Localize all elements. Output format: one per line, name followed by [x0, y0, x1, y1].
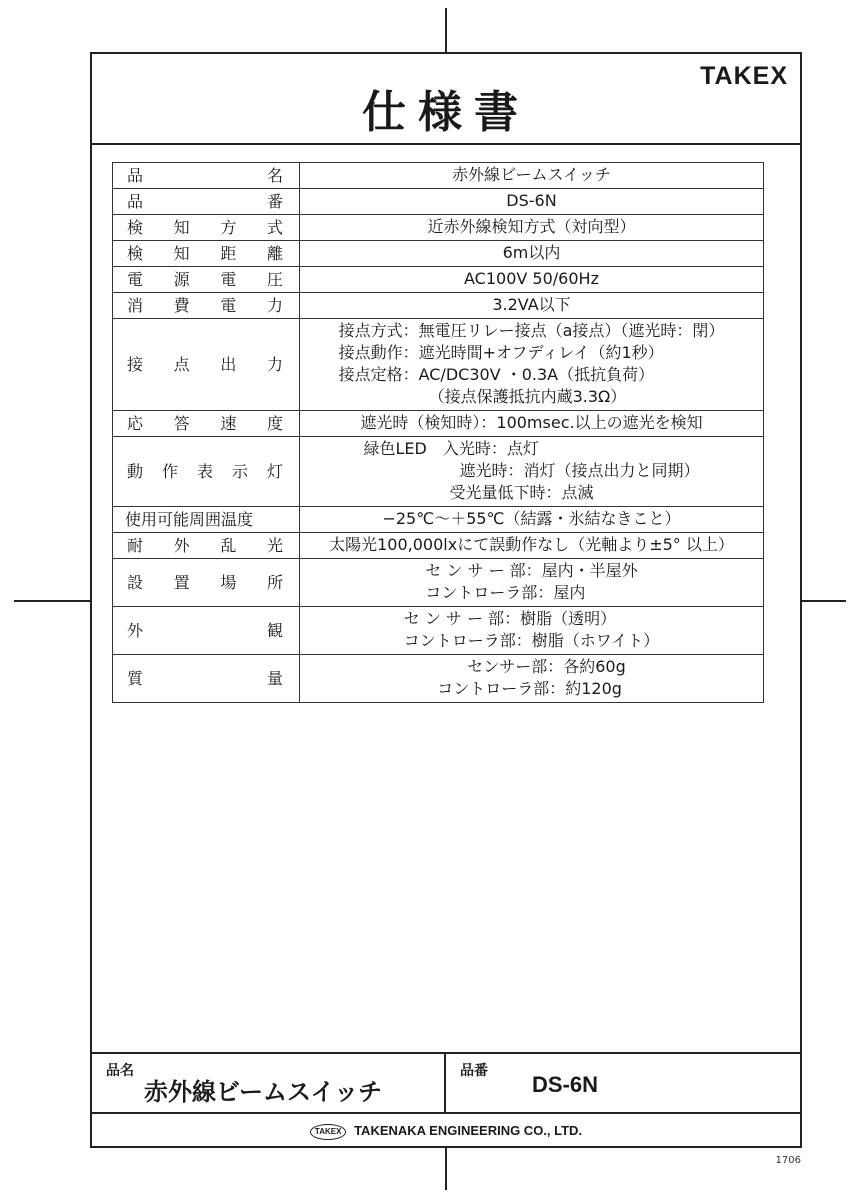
- company-line: [92, 1112, 800, 1148]
- product-number-value: DS-6N: [532, 1072, 599, 1097]
- product-name-label: 品名: [106, 1063, 134, 1079]
- spec-value-line: セ ン サ ー 部：屋内・半屋外: [425, 561, 638, 580]
- spec-label-char: 品: [127, 165, 144, 185]
- spec-value-cell: [300, 655, 764, 703]
- spec-value-line: コントローラ部：屋内: [425, 583, 586, 602]
- spec-row: [113, 607, 764, 655]
- spec-label-char: 品: [127, 191, 144, 211]
- spec-label-char: 距: [220, 243, 237, 263]
- spec-value-cell: [300, 559, 764, 607]
- spec-label-cell: [113, 163, 300, 189]
- spec-value-cell: [300, 293, 764, 319]
- spec-label-char: 方: [220, 217, 237, 237]
- spec-label-char: 応: [127, 413, 144, 433]
- spec-value-cell: [300, 319, 764, 411]
- spec-label-char: 外: [127, 620, 144, 640]
- spec-value-line: AC100V 50/60Hz: [464, 269, 599, 288]
- spec-label-char: 電: [220, 295, 237, 315]
- spec-label-cell: [113, 189, 300, 215]
- spec-label-char: 接: [127, 354, 144, 374]
- brand-logo: TAKEX: [700, 62, 788, 90]
- sheet-header: [92, 54, 800, 145]
- spec-value-line: 3.2VA以下: [492, 295, 571, 314]
- spec-label-char: 源: [173, 269, 190, 289]
- spec-label-char: 動: [127, 461, 144, 481]
- spec-label-char: 知: [173, 217, 190, 237]
- document-code: 1706: [775, 1155, 801, 1166]
- title-block: [92, 1052, 800, 1146]
- spec-label-char: 名: [266, 165, 283, 185]
- spec-label-char: 圧: [266, 269, 283, 289]
- spec-label-char: 示: [231, 461, 248, 481]
- spec-value-line: コントローラ部：樹脂（ホワイト）: [403, 631, 660, 650]
- spec-label-char: 力: [266, 354, 283, 374]
- spec-label-char: 検: [127, 243, 144, 263]
- spec-value-line: センサー部：各約60g: [467, 657, 626, 676]
- spec-value-line: セ ン サ ー 部：樹脂（透明）: [403, 609, 617, 628]
- spec-value-line: 6m以内: [502, 243, 561, 262]
- spec-label-cell: [113, 533, 300, 559]
- spec-label-char: 置: [173, 572, 190, 592]
- spec-label-char: 費: [173, 295, 190, 315]
- company-logo: TAKEX: [310, 1124, 347, 1140]
- spec-label-char: 電: [220, 269, 237, 289]
- spec-value-line: 接点定格：AC/DC30V ・0.3A（抵抗負荷）: [338, 365, 655, 384]
- spec-label-cell: [113, 241, 300, 267]
- spec-label-char: 検: [127, 217, 144, 237]
- spec-row: [113, 189, 764, 215]
- spec-label-char: 灯: [266, 461, 283, 481]
- page-title: 仕様書: [362, 87, 530, 138]
- spec-label-char: 力: [266, 295, 283, 315]
- spec-label-cell: [113, 607, 300, 655]
- spec-value-line: −25℃〜＋55℃（結露・氷結なきこと）: [382, 509, 681, 528]
- spec-value-cell: [300, 267, 764, 293]
- spec-label-cell: [113, 559, 300, 607]
- spec-label-char: 番: [266, 191, 283, 211]
- spec-label-cell: [113, 437, 300, 507]
- product-name-value: 赤外線ビームスイッチ: [144, 1078, 383, 1106]
- spec-label-char: 出: [220, 354, 237, 374]
- spec-value-line: 緑色LED 入光時：点灯: [363, 439, 539, 458]
- spec-label-char: 式: [266, 217, 283, 237]
- product-name-cell: [92, 1054, 446, 1112]
- spec-row: [113, 655, 764, 703]
- spec-value-cell: [300, 607, 764, 655]
- crop-mark-right: [802, 600, 846, 602]
- spec-label-char: 光: [266, 535, 283, 555]
- spec-value-cell: [300, 215, 764, 241]
- crop-mark-bottom: [445, 1148, 447, 1190]
- spec-label-char: 速: [220, 413, 237, 433]
- crop-mark-top: [445, 8, 447, 52]
- spec-value-line: 受光量低下時：点滅: [449, 483, 594, 502]
- spec-label-char: 場: [220, 572, 237, 592]
- spec-row: [113, 437, 764, 507]
- spec-label-cell: [113, 319, 300, 411]
- spec-value-cell: [300, 437, 764, 507]
- spec-label-char: 度: [266, 413, 283, 433]
- spec-value-cell: [300, 411, 764, 437]
- company-name: TAKENAKA ENGINEERING CO., LTD.: [354, 1123, 583, 1138]
- spec-label-cell: [113, 507, 300, 533]
- spec-row: [113, 241, 764, 267]
- spec-value-line: DS-6N: [506, 191, 557, 210]
- spec-label-char: 質: [127, 668, 144, 688]
- spec-label-char: 表: [196, 461, 213, 481]
- spec-value-line: 赤外線ビームスイッチ: [452, 165, 611, 184]
- spec-label-cell: [113, 293, 300, 319]
- spec-row: [113, 267, 764, 293]
- spec-value-line: 遮光時：消灯（接点出力と同期）: [459, 461, 700, 480]
- spec-row: [113, 507, 764, 533]
- spec-value-line: 接点動作：遮光時間+オフディレイ（約1秒）: [338, 343, 664, 362]
- spec-label-char: 設: [127, 572, 144, 592]
- spec-value-cell: [300, 163, 764, 189]
- spec-value-line: （接点保護抵抗内蔵3.3Ω）: [428, 387, 627, 406]
- product-number-cell: [446, 1054, 800, 1112]
- crop-mark-left: [14, 600, 90, 602]
- spec-label-char: 耐: [127, 535, 144, 555]
- spec-value-line: 接点方式：無電圧リレー接点（a接点）（遮光時：閉）: [338, 321, 725, 340]
- spec-value-cell: [300, 189, 764, 215]
- spec-row: [113, 319, 764, 411]
- spec-label-cell: [113, 215, 300, 241]
- spec-value-cell: [300, 241, 764, 267]
- spec-label-char: 作: [161, 461, 178, 481]
- spec-label-char: 外: [173, 535, 190, 555]
- spec-row: [113, 293, 764, 319]
- spec-label-char: 電: [127, 269, 144, 289]
- spec-label-cell: [113, 267, 300, 293]
- spec-value-cell: [300, 533, 764, 559]
- spec-value-line: 近赤外線検知方式（対向型）: [427, 217, 636, 236]
- spec-label-cell: [113, 411, 300, 437]
- spec-label-char: 量: [266, 668, 283, 688]
- spec-row: [113, 411, 764, 437]
- spec-label-char: 知: [173, 243, 190, 263]
- spec-row: [113, 215, 764, 241]
- spec-sheet-frame: [90, 52, 802, 1148]
- spec-label-char: 観: [266, 620, 283, 640]
- product-number-label: 品番: [460, 1063, 488, 1079]
- spec-label-char: 乱: [220, 535, 237, 555]
- spec-label-char: 答: [173, 413, 190, 433]
- spec-label-char: 消: [127, 295, 144, 315]
- spec-label-char: 点: [173, 354, 190, 374]
- spec-label-cell: [113, 655, 300, 703]
- spec-row: [113, 163, 764, 189]
- spec-value-line: コントローラ部：約120g: [437, 679, 622, 698]
- spec-value-line: 太陽光100,000lxにて誤動作なし（光軸より±5° 以上）: [329, 535, 734, 554]
- spec-table: [112, 162, 764, 703]
- spec-row: [113, 559, 764, 607]
- spec-value-line: 遮光時（検知時）：100msec.以上の遮光を検知: [360, 413, 703, 432]
- spec-value-cell: [300, 507, 764, 533]
- spec-label-char: 所: [266, 572, 283, 592]
- spec-label-char: 離: [266, 243, 283, 263]
- spec-label-char: 使用可能周囲温度: [125, 509, 254, 529]
- spec-row: [113, 533, 764, 559]
